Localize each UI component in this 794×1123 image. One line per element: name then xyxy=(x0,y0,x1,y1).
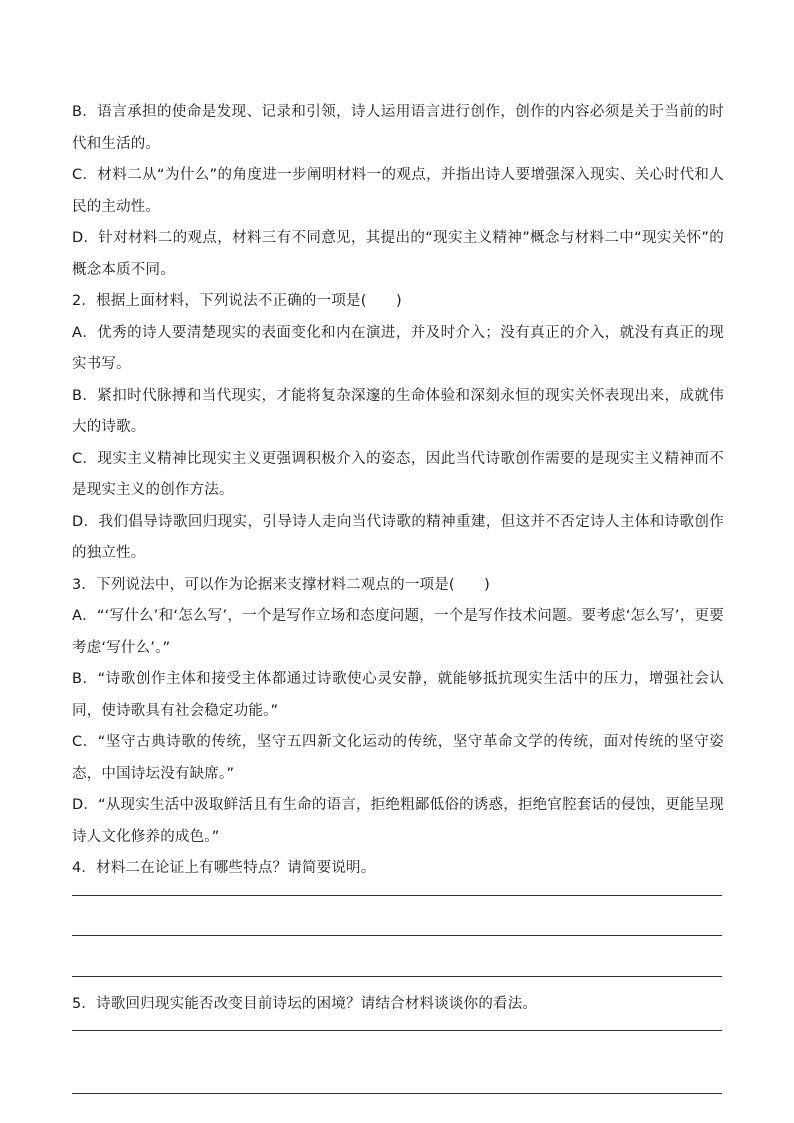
answer-line xyxy=(72,976,722,977)
q4-stem: 4．材料二在论证上有哪些特点？请简要说明。 xyxy=(72,860,376,876)
answer-line xyxy=(72,895,722,896)
q3-option-b: B．“诗歌创作主体和接受主体都通过诗歌使心灵安静，就能够抵抗现实生活中的压力，增强社会认同，使诗歌具有社会稳定功能。” xyxy=(72,671,724,719)
q4-answer-area[interactable] xyxy=(72,885,724,977)
q3-option-d: D．“从现实生活中汲取鲜活且有生命的语言，拒绝粗鄙低俗的诱惑，拒绝官腔套话的侵蚀，更能呈现诗人文化修养的成色。” xyxy=(72,797,724,845)
q3-stem: 3．下列说法中，可以作为论据来支撑材料二观点的一项是( ) xyxy=(72,576,491,593)
q1-option-b: B．语言承担的使命是发现、记录和引领，诗人运用语言进行创作，创作的内容必须是关于当前的时代和生活的。 xyxy=(72,104,724,152)
q5-stem: 5．诗歌回归现实能否改变目前诗坛的困境？请结合材料谈谈你的看法。 xyxy=(72,995,538,1012)
q2-option-d: D．我们倡导诗歌回归现实，引导诗人走向当代诗歌的精神重建，但这并不否定诗人主体和诗歌创作的独立性。 xyxy=(72,513,724,561)
q2-stem: 2．根据上面材料，下列说法不正确的一项是( ) xyxy=(72,293,402,309)
q5-answer-area[interactable] xyxy=(72,1020,724,1094)
q3-option-c: C．“坚守古典诗歌的传统，坚守五四新文化运动的传统，坚守革命文学的传统，面对传统的坚守姿态，中国诗坛没有缺席。” xyxy=(72,734,724,782)
q2-option-b: B．紧扣时代脉搏和当代现实，才能将复杂深邃的生命体验和深刻永恒的现实关怀表现出来，成就伟大的诗歌。 xyxy=(72,387,724,435)
q2-option-c: C．现实主义精神比现实主义更强调积极介入的姿态，因此当代诗歌创作需要的是现实主义精神而不是现实主义的创作方法。 xyxy=(72,450,724,498)
answer-line xyxy=(72,1093,722,1094)
q2-option-a: A．优秀的诗人要清楚现实的表面变化和内在演进，并及时介入；没有真正的介入，就没有真正的现实书写。 xyxy=(72,324,724,372)
exam-page xyxy=(72,97,724,1094)
q1-option-c: C．材料二从“为什么”的角度进一步阐明材料一的观点，并指出诗人要增强深入现实、关心时代和人民的主动性。 xyxy=(72,167,724,215)
q1-option-d: D．针对材料二的观点，材料三有不同意见，其提出的“现实主义精神”概念与材料二中“现实关怀”的概念本质不同。 xyxy=(72,230,724,278)
answer-line xyxy=(72,935,722,936)
answer-line xyxy=(72,1030,722,1031)
q3-option-a: A．“‘写什么’和‘怎么写’，一个是写作立场和态度问题，一个是写作技术问题。要考虑‘怎么写’，更要考虑‘写什么’。” xyxy=(72,608,724,656)
